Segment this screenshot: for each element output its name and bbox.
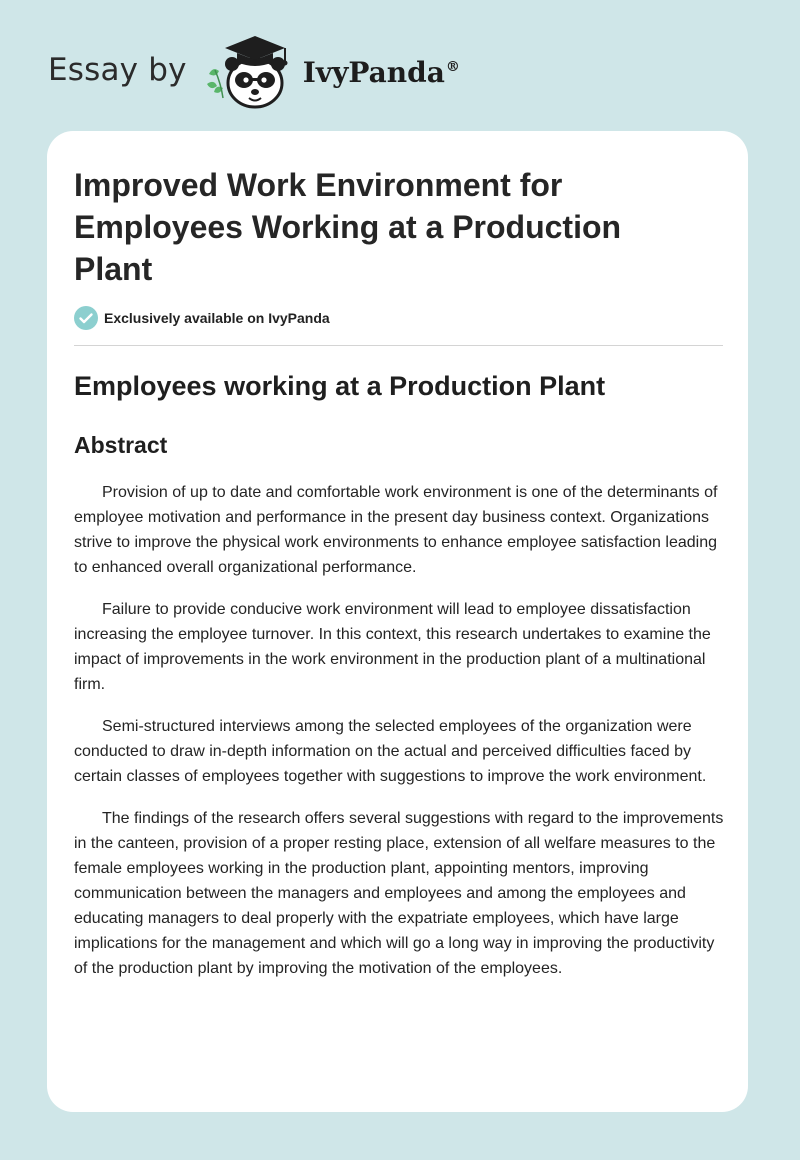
section-heading: Employees working at a Production Plant (74, 371, 606, 401)
paragraph: Failure to provide conducive work environment will lead to employee dissatisfaction increasing the employee turnover. In this context, this research undertakes to examine the impact of improvements in the work environment in the production plant of a multinational firm. (74, 601, 711, 693)
abstract-heading: Abstract (74, 432, 168, 458)
brand-name[interactable]: IvyPanda® (302, 55, 460, 89)
panda-graduation-cap-icon[interactable] (205, 30, 297, 110)
site-header (48, 30, 460, 110)
paragraph: Provision of up to date and comfortable work environment is one of the determinants of employee motivation and performance in the present day business context. Organizations strive to improve the physical work environments to enhance employee satisfaction leading to enhanced overall organizational performance. (74, 484, 718, 576)
page-title: Improved Work Environment for Employees Working at a Production Plant (74, 167, 622, 287)
abstract-body (74, 480, 726, 998)
registered-mark: ® (445, 59, 460, 76)
paragraph: The findings of the research offers several suggestions with regard to the improvements in the canteen, provision of a proper resting place, extension of all welfare measures to the female employees working in the production plant, appointing mentors, improving communication between the managers and employees and among the employees and educating managers to deal properly with the expatriate employees, which have large implications for the management and which will go a long way in improving the productivity of the production plant by improving the motivation of the employees. (74, 810, 724, 977)
essay-by-label: Essay by (48, 52, 187, 88)
essay-card (47, 131, 748, 1112)
badge-label: Exclusively available on IvyPanda (104, 310, 330, 326)
exclusive-badge (74, 306, 330, 330)
divider (74, 345, 723, 346)
paragraph: Semi-structured interviews among the selected employees of the organization were conducted to draw in-depth information on the actual and perceived difficulties faced by certain classes of employees together with suggestions to improve the work environment. (74, 718, 707, 785)
check-circle-icon (74, 306, 98, 330)
